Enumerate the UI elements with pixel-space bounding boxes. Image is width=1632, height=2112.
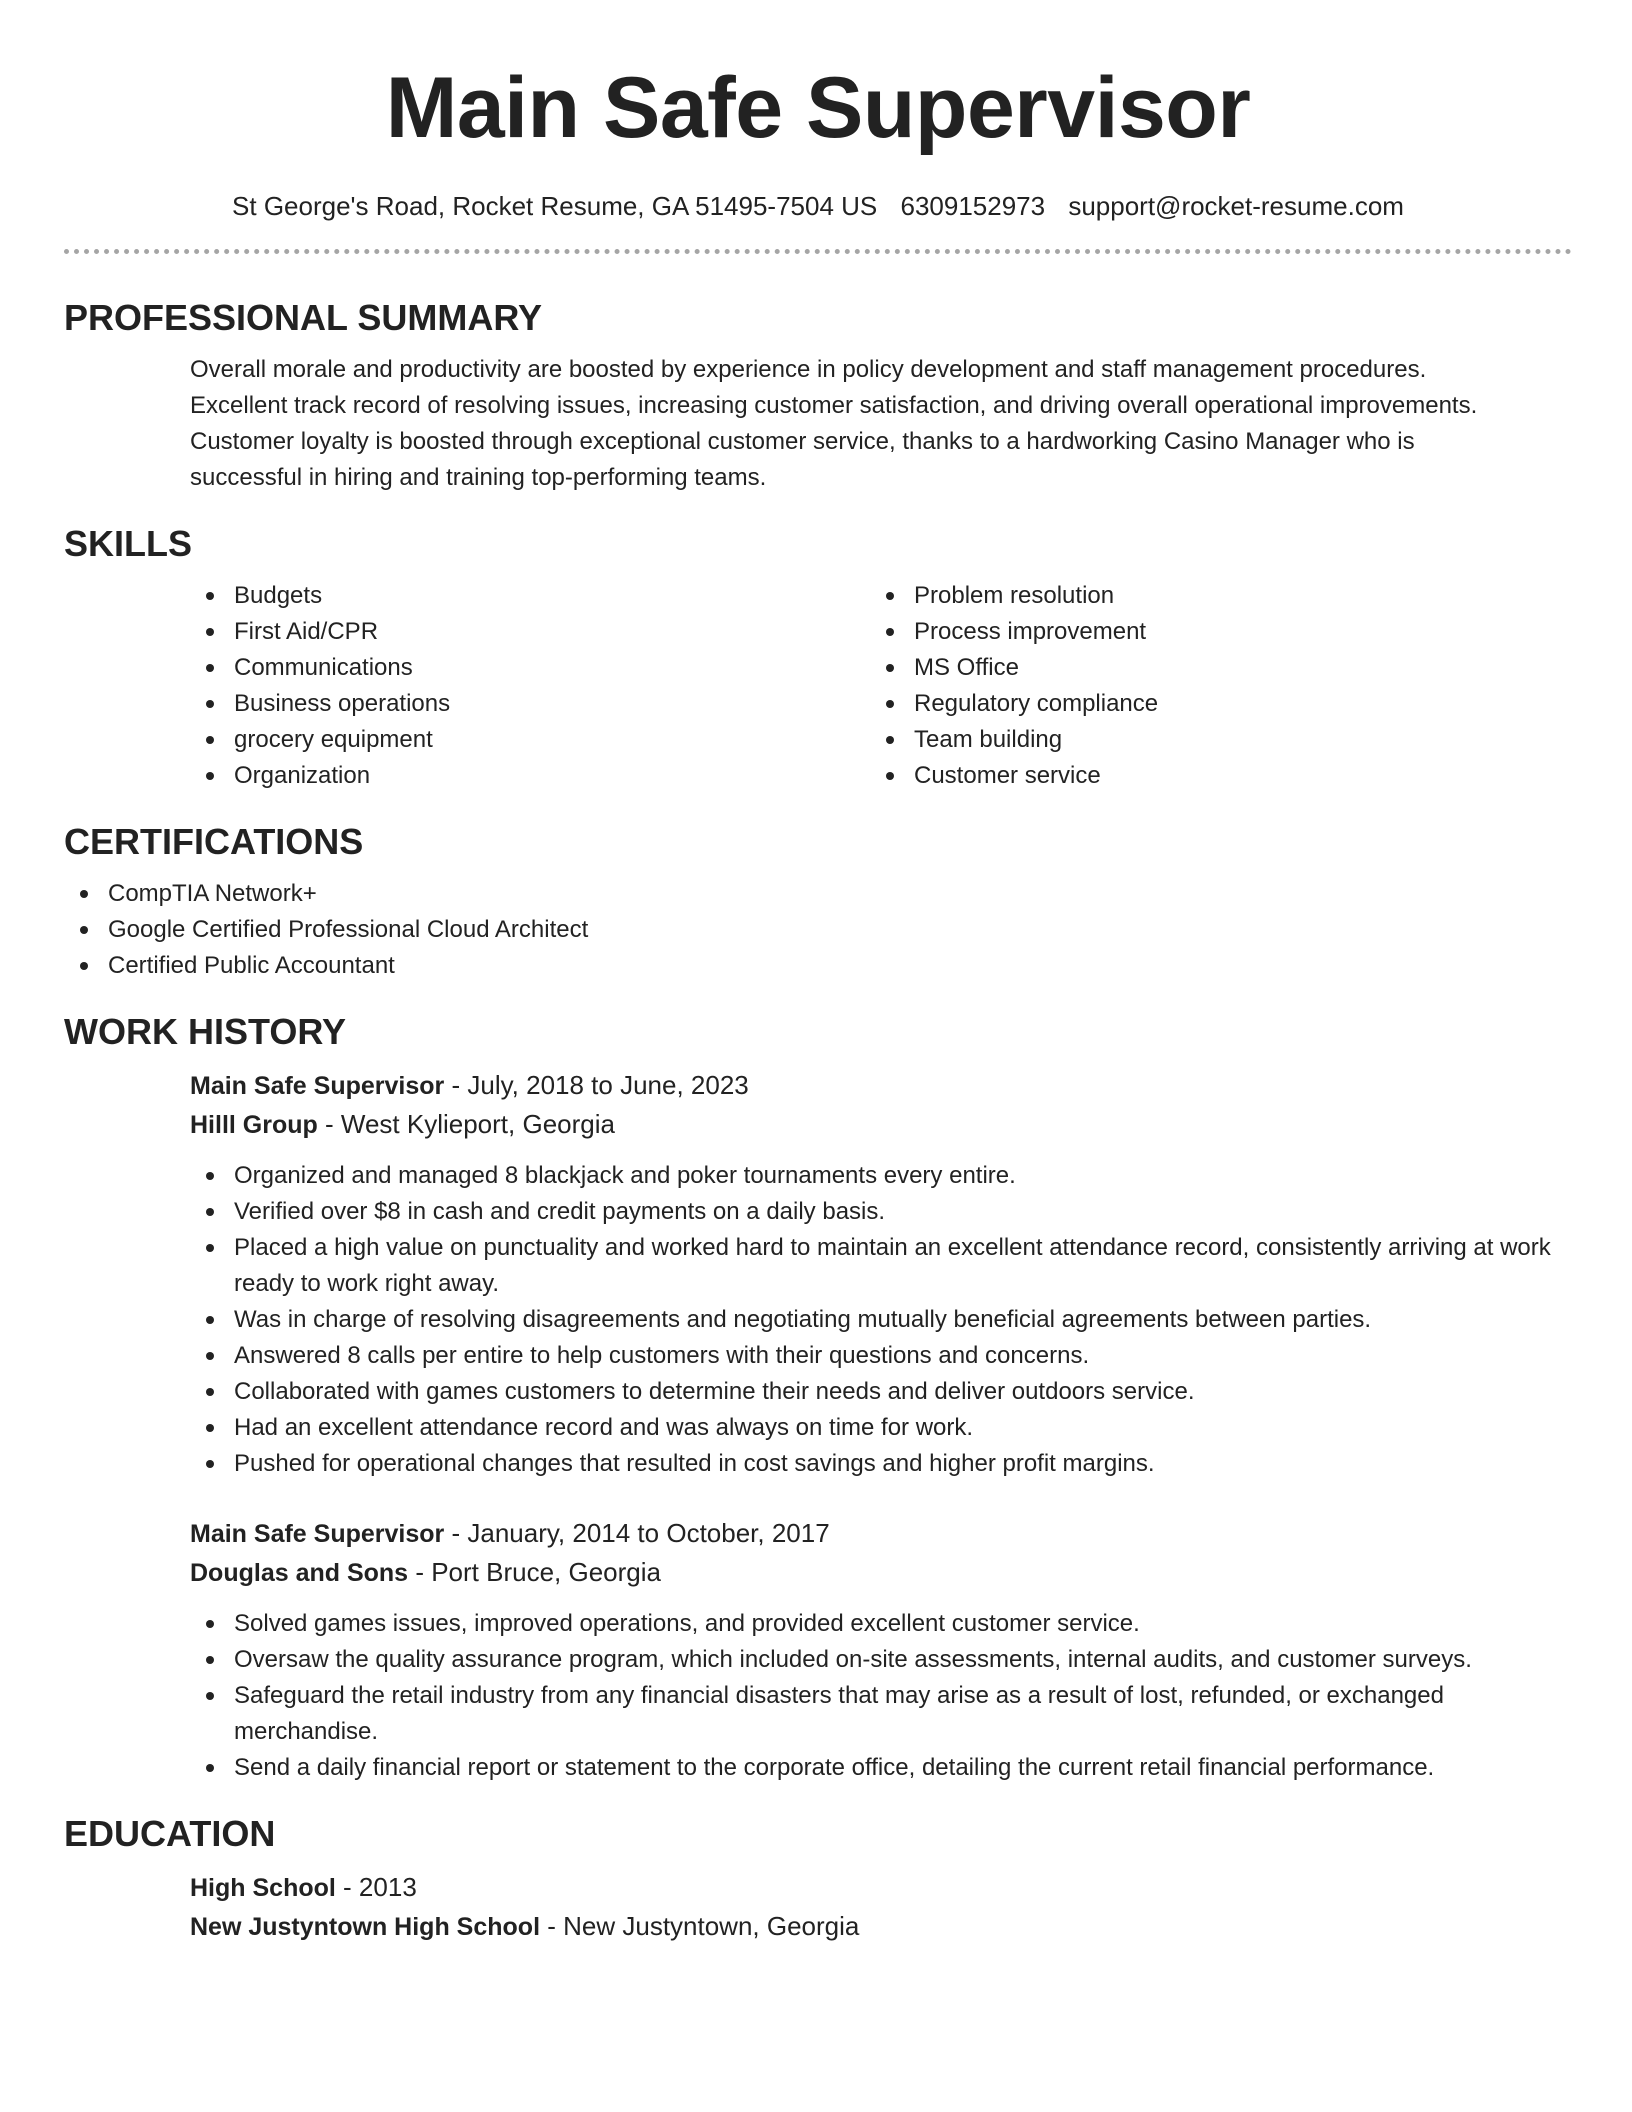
resume-page <box>64 0 1572 1946</box>
certification-item: Google Certified Professional Cloud Architect <box>64 912 1572 948</box>
skill-item: MS Office <box>870 650 1550 686</box>
skills-list-left <box>190 578 870 794</box>
job-dates: - July, 2018 to June, 2023 <box>444 1070 749 1100</box>
education-degree-line <box>190 1868 1572 1907</box>
section-title-work-history: WORK HISTORY <box>64 1011 347 1052</box>
job-bullet: Placed a high value on punctuality and worked hard to maintain an excellent attendance record, consistently arriving at work ready to work right away. <box>190 1230 1572 1302</box>
skill-item: Team building <box>870 722 1550 758</box>
section-title-certifications: CERTIFICATIONS <box>64 821 364 862</box>
education-year: - 2013 <box>335 1872 417 1902</box>
job-bullet: Answered 8 calls per entire to help customers with their questions and concerns. <box>190 1338 1572 1374</box>
candidate-name: Main Safe Supervisor <box>385 60 1251 156</box>
section-title-skills: SKILLS <box>64 523 193 564</box>
skill-item: Process improvement <box>870 614 1550 650</box>
skill-item: Organization <box>190 758 870 794</box>
job-role: Main Safe Supervisor <box>190 1072 445 1100</box>
job-bullets <box>190 1606 1572 1786</box>
certifications-section <box>64 820 1572 984</box>
skill-item: Business operations <box>190 686 870 722</box>
summary-line: Excellent track record of resolving issues, increasing customer satisfaction, and driving overall operational improvements. <box>190 392 1478 419</box>
skill-item: grocery equipment <box>190 722 870 758</box>
contact-email: support@rocket-resume.com <box>1068 191 1404 221</box>
skill-item: Problem resolution <box>870 578 1550 614</box>
contact-phone: 6309152973 <box>900 191 1046 221</box>
job-company-line <box>190 1553 1572 1592</box>
job-entry <box>190 1514 1572 1786</box>
job-location: - Port Bruce, Georgia <box>408 1557 661 1587</box>
education-school-line <box>190 1907 1572 1946</box>
job-role: Main Safe Supervisor <box>190 1520 445 1548</box>
summary-line: Overall morale and productivity are boosted by experience in policy development and staff management procedures. <box>190 356 1427 383</box>
education-school: New Justyntown High School <box>190 1913 541 1941</box>
summary-line: successful in hiring and training top-performing teams. <box>190 464 767 491</box>
summary-section <box>64 296 1572 496</box>
education-entry <box>190 1868 1572 1946</box>
skill-item: Customer service <box>870 758 1550 794</box>
skills-section <box>64 522 1572 794</box>
section-title-education: EDUCATION <box>64 1813 276 1854</box>
job-bullet: Safeguard the retail industry from any financial disasters that may arise as a result of lost, refunded, or exchanged merchandise. <box>190 1678 1572 1750</box>
job-dates: - January, 2014 to October, 2017 <box>444 1518 830 1548</box>
summary-line: Customer loyalty is boosted through exceptional customer service, thanks to a hardworking Casino Manager who is <box>190 428 1415 455</box>
job-bullet: Verified over $8 in cash and credit payments on a daily basis. <box>190 1194 1572 1230</box>
job-bullet: Oversaw the quality assurance program, which included on-site assessments, internal audits, and customer surveys. <box>190 1642 1572 1678</box>
job-entry <box>190 1066 1572 1482</box>
job-company: Douglas and Sons <box>190 1559 409 1587</box>
contact-line <box>64 190 1572 222</box>
job-bullet: Pushed for operational changes that resulted in cost savings and higher profit margins. <box>190 1446 1572 1482</box>
job-company: Hilll Group <box>190 1111 318 1139</box>
education-degree: High School <box>190 1874 336 1902</box>
job-title-line <box>190 1514 1572 1553</box>
job-company-line <box>190 1105 1572 1144</box>
job-bullet: Was in charge of resolving disagreements and negotiating mutually beneficial agreements between parties. <box>190 1302 1572 1338</box>
work-history-section <box>64 1010 1572 1786</box>
skill-item: Communications <box>190 650 870 686</box>
skills-list-right <box>870 578 1550 794</box>
education-location: - New Justyntown, Georgia <box>540 1911 860 1941</box>
summary-text <box>190 352 1572 496</box>
job-bullet: Solved games issues, improved operations, and provided excellent customer service. <box>190 1606 1572 1642</box>
skills-columns <box>190 578 1572 794</box>
skill-item: Budgets <box>190 578 870 614</box>
contact-address: St George's Road, Rocket Resume, GA 51495-7504 US <box>232 191 878 221</box>
header-divider <box>64 249 1572 254</box>
skill-item: Regulatory compliance <box>870 686 1550 722</box>
job-bullet: Organized and managed 8 blackjack and poker tournaments every entire. <box>190 1158 1572 1194</box>
section-title-summary: PROFESSIONAL SUMMARY <box>64 297 543 338</box>
job-bullet: Had an excellent attendance record and was always on time for work. <box>190 1410 1572 1446</box>
job-title-line <box>190 1066 1572 1105</box>
skill-item: First Aid/CPR <box>190 614 870 650</box>
job-bullet: Send a daily financial report or statement to the corporate office, detailing the current retail financial performance. <box>190 1750 1572 1786</box>
certifications-list <box>64 876 1572 984</box>
certification-item: CompTIA Network+ <box>64 876 1572 912</box>
job-location: - West Kylieport, Georgia <box>317 1109 615 1139</box>
education-section <box>64 1812 1572 1946</box>
job-bullets <box>190 1158 1572 1482</box>
job-bullet: Collaborated with games customers to determine their needs and deliver outdoors service. <box>190 1374 1572 1410</box>
certification-item: Certified Public Accountant <box>64 948 1572 984</box>
